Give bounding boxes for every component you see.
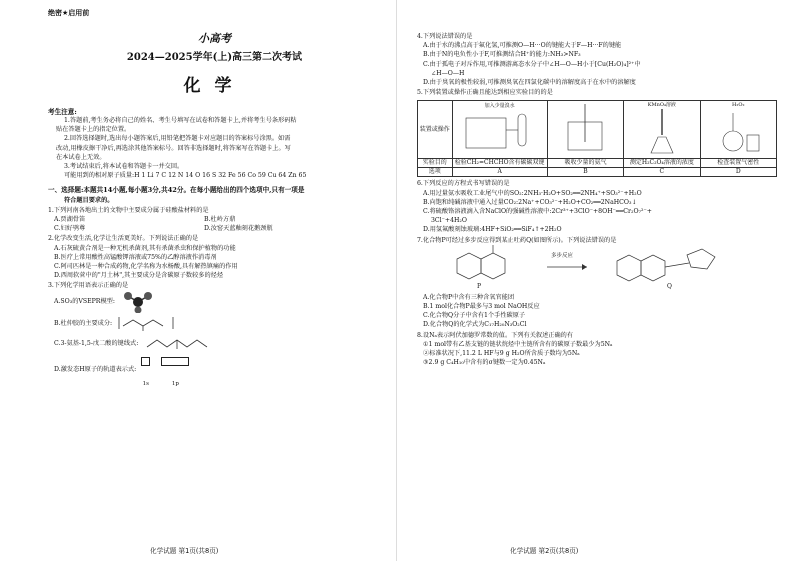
option-b: B.1 mol化合物P最多与3 mol NaOH反应: [423, 303, 540, 311]
option-d: D.由于臭氧的极性较弱,可推测臭氧在四氯化碳中的溶解度高于在水中的溶解度: [423, 79, 636, 87]
option-b: B.杜仲胶的主要成分:: [54, 319, 113, 327]
option-d-row: [48, 351, 381, 387]
notice-head: 考生注意:: [48, 108, 77, 116]
statement-3: ③2.9 g C₄H₁₀中含有的σ键数一定为0.45Nₐ: [423, 359, 546, 367]
question-5-stem: 5.下列装置或操作正确且能达到相应实验目的的是: [417, 89, 553, 97]
question-1-stem: 1.下列河南各地出土的文物中主要成分属于硅酸盐材料的是: [48, 206, 209, 214]
purpose-c: 测定H₂C₂O₄溶液的浓度: [624, 159, 700, 168]
device-c: [624, 101, 700, 159]
arrow-label: 多步反应: [551, 252, 574, 259]
question-7-stem: 7.化合物P可经过多步反应得到某止吐药Q(如图所示)。下列说法错误的是: [417, 236, 617, 244]
option-b: B.向饱和纯碱溶液中通入过量CO₂:2Na⁺+CO₃²⁻+H₂O+CO₂══2NaHCO₃↓: [423, 198, 637, 206]
option-a: A.石灰硫黄合剂是一种无机杀菌剂,其有杀菌杀虫和保护植物的功能: [54, 244, 236, 252]
option-c: C.3-氨基-1,5-戊二酸的键线式:: [54, 339, 139, 347]
secret-label: 绝密★启用前: [48, 9, 90, 17]
gas-absorb-figure: [560, 102, 610, 154]
option-c: C.妇好鸮尊: [54, 225, 86, 233]
reaction-figure: [417, 245, 777, 293]
purpose-b: 吸收少量的氨气: [547, 159, 623, 168]
option-a: A.SO₃的VSEPR模型:: [54, 298, 115, 306]
device-b: [547, 101, 623, 159]
option-cell-a: A: [452, 168, 547, 177]
skeletal-formula-figure: [143, 335, 213, 351]
row-header-purpose: 实验目的: [418, 159, 453, 168]
titration-figure: [637, 109, 687, 155]
notice-line: 2.回答选择题时,选出每小题答案后,用铅笔把答题卡对应题目的答案标号涂黑。如需: [64, 135, 291, 143]
orbital-label: 1p: [171, 380, 179, 387]
device-d-label: H₂O₂: [732, 102, 745, 109]
logo: 小高考: [198, 32, 231, 45]
option-c: C.阿司匹林是一种合成药物,化学名称为水杨酸,具有解热镇痛的作用: [54, 263, 238, 271]
row-header-option: 选项: [418, 168, 453, 177]
question-1-options: [48, 215, 381, 224]
option-c: C.由于孤电子对斥作用,可推测游离态水分子中∠H—O—H小于[Cu(H₂O)₄]²⁺中: [423, 60, 641, 68]
purpose-d: 检查装置气密性: [700, 159, 776, 168]
option-a-row: [48, 291, 381, 313]
experiment-table: [417, 100, 777, 177]
notice-line: 贴在答题卡上的指定位置。: [56, 126, 131, 134]
option-d: D.化合物Q的化学式为C₁₇H₂₀N₃O₂Cl: [423, 321, 527, 329]
device-c-label: KMnO₄溶液: [647, 102, 676, 109]
question-8-stem: 8.设Nₐ表示阿伏加德罗常数的值。下列有关叙述正确的有: [417, 331, 574, 339]
footer-right: 化学试题 第2页(共8页): [510, 547, 579, 555]
device-d: [700, 101, 776, 159]
option-d: D.激发态H原子的轨道表示式:: [54, 366, 137, 374]
notice-line: 可能用到的相对原子质量:H 1 Li 7 C 12 N 14 O 16 S 32 Fe 56 Co 59 Cu 64 Zn 65: [64, 172, 307, 180]
option-c: C.将硫酸铬溶液滴入含NaClO的强碱性溶液中:2Cr³⁺+3ClO⁻+8OH⁻══Cr₂O₇²⁻+: [423, 208, 652, 216]
section-head: 符合题目要求的。: [64, 196, 114, 204]
option-a: A.由于水的沸点高于氟化氢,可推测O—H···O的键能大于F—H···F的键能: [423, 42, 622, 50]
device-a: [452, 101, 547, 159]
option-a: A.贾湖骨笛: [54, 216, 86, 224]
option-b: B.杜岭方鼎: [204, 216, 236, 224]
test-tube-figure: [460, 110, 540, 154]
exam-title: 2024—2025学年(上)高三第二次考试: [126, 52, 303, 63]
option-cell-c: C: [624, 168, 700, 177]
option-c-row: [48, 333, 381, 351]
orbital-box-1s: [141, 351, 150, 389]
flask-figure: [713, 109, 763, 155]
option-b: B.医疗上常用酸性高锰酸钾溶液或75%的乙醇溶液作消毒剂: [54, 253, 217, 261]
right-page: [397, 0, 794, 561]
subject-title: 化学: [183, 76, 246, 96]
question-1-options: [48, 224, 381, 233]
option-d: D.西周软菅中的"月土林",其主要成分是含碳原子数较多的烃烃: [54, 272, 224, 280]
question-6-stem: 6.下列反应的方程式书写错误的是: [417, 180, 510, 188]
notice-line: 在本试卷上无效。: [56, 153, 106, 161]
row-header-device: 装置或操作: [418, 101, 453, 159]
option-c: C.化合物Q分子中含有1个手性碳原子: [423, 312, 526, 320]
orbital-box: [161, 357, 189, 366]
question-4-stem: 4.下列说法错误的是: [417, 33, 473, 40]
orbital-box: [141, 357, 150, 366]
purpose-a: 检验CH₂=CHCHO含有碳碳双键: [452, 159, 547, 168]
statement-2: ②标准状况下,11.2 L HF与9 g H₂O所含质子数均为5Nₐ: [423, 350, 580, 358]
reaction-scheme: [417, 245, 780, 293]
option-b-row: [48, 313, 381, 333]
footer-left: 化学试题 第1页(共8页): [150, 547, 219, 555]
section-head: 一、选择题:本题共14小题,每小题3分,共42分。在每小题给出的四个选项中,只有一项是: [48, 186, 305, 195]
label-q: Q: [667, 282, 672, 290]
label-p: P: [477, 282, 482, 290]
option-d: D.汝窑天蓝釉刻花鹅颈瓶: [204, 225, 273, 233]
option-c-cont: 3Cl⁻+4H₂O: [431, 217, 467, 225]
option-a: A.化合物P中含有三种含氧官能团: [423, 293, 515, 301]
orbital-label: 1s: [142, 380, 149, 387]
option-d: D.用氢氟酸刻蚀玻璃:4HF+SiO₂══SiF₄↑+2H₂O: [423, 226, 562, 234]
notice-line: 3.考试结束后,将本试卷和答题卡一并交回。: [64, 163, 184, 171]
option-cell-b: B: [547, 168, 623, 177]
statement-1: ①1 mol带有乙基支链的链状烷烃中主链所含有的碳原子数最少为5Nₐ: [423, 340, 613, 348]
option-cell-d: D: [700, 168, 776, 177]
polymer-structure-figure: [117, 314, 177, 332]
question-2-stem: 2.化学改变生活,化学让生活更美好。下列说法正确的是: [48, 235, 199, 243]
notice-line: 改动,用橡皮擦干净后,再选涂其他答案标号。回答非选择题时,将答案写在答题卡上。写: [56, 144, 291, 152]
question-3-stem: 3.下列化学用语表示正确的是: [48, 282, 129, 290]
device-a-label: 加入少量溴水: [484, 103, 515, 110]
orbital-box-1p: [161, 351, 189, 389]
option-a: A.用过量氨水吸收工业尾气中的SO₂:2NH₃·H₂O+SO₂══2NH₄⁺+SO₃²⁻+H₂O: [423, 189, 642, 197]
option-c-cont: ∠H—O—H: [431, 69, 465, 77]
vsepr-model-figure: [120, 291, 156, 313]
option-b: B.由于N的电负性小于F,可推测结合H⁺的能力:NH₃>NF₃: [423, 51, 581, 59]
notice-line: 1.答题前,考生务必将自己的姓名、考生号填写在试卷和答题卡上,并将考生号条形码粘: [64, 117, 297, 124]
